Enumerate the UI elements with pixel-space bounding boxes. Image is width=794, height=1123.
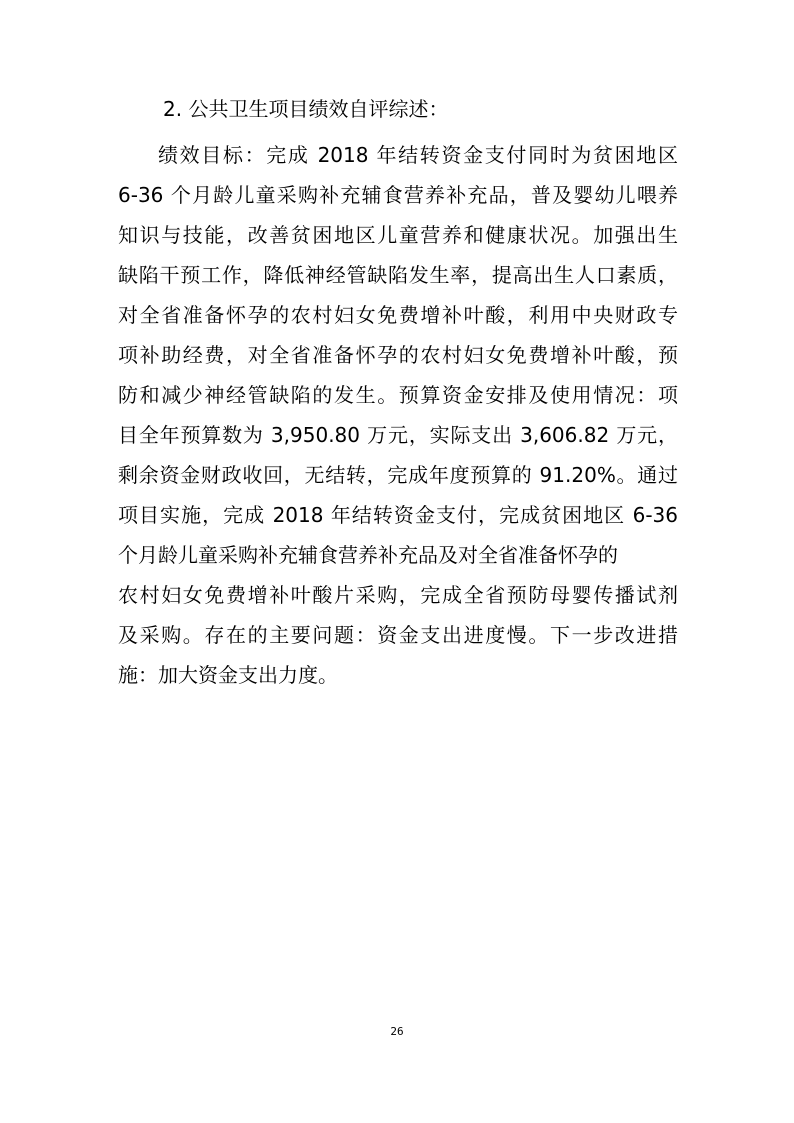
paragraph-line: 缺陷干预工作，降低神经管缺陷发生率，提高出生人口素质， <box>118 263 678 287</box>
paragraph-line: 防和减少神经管缺陷的发生。预算资金安排及使用情况：项 <box>118 383 678 407</box>
paragraph-line: 6-36 个月龄儿童采购补充辅食营养补充品，普及婴幼儿喂养 <box>118 183 678 207</box>
body-paragraph <box>118 135 678 695</box>
paragraph-line: 项补助经费，对全省准备怀孕的农村妇女免费增补叶酸，预 <box>118 343 678 367</box>
section-heading: 2. 公共卫生项目绩效自评综述： <box>163 97 449 121</box>
paragraph-line: 农村妇女免费增补叶酸片采购，完成全省预防母婴传播试剂 <box>118 583 678 607</box>
paragraph-line: 对全省准备怀孕的农村妇女免费增补叶酸，利用中央财政专 <box>118 303 678 327</box>
paragraph-line: 知识与技能，改善贫困地区儿童营养和健康状况。加强出生 <box>118 223 678 247</box>
paragraph-line: 个月龄儿童采购补充辅食营养补充品及对全省准备怀孕的 <box>118 543 618 567</box>
paragraph-line: 绩效目标：完成 2018 年结转资金支付同时为贫困地区 <box>158 143 678 167</box>
page-number: 26 <box>390 1025 404 1038</box>
paragraph-line: 剩余资金财政收回，无结转，完成年度预算的 91.20%。通过 <box>118 463 678 487</box>
paragraph-line: 施：加大资金支出力度。 <box>118 663 338 687</box>
paragraph-line: 项目实施，完成 2018 年结转资金支付，完成贫困地区 6-36 <box>118 503 678 527</box>
paragraph-line: 目全年预算数为 3,950.80 万元，实际支出 3,606.82 万元， <box>118 423 678 447</box>
paragraph-line: 及采购。存在的主要问题：资金支出进度慢。下一步改进措 <box>118 623 678 647</box>
